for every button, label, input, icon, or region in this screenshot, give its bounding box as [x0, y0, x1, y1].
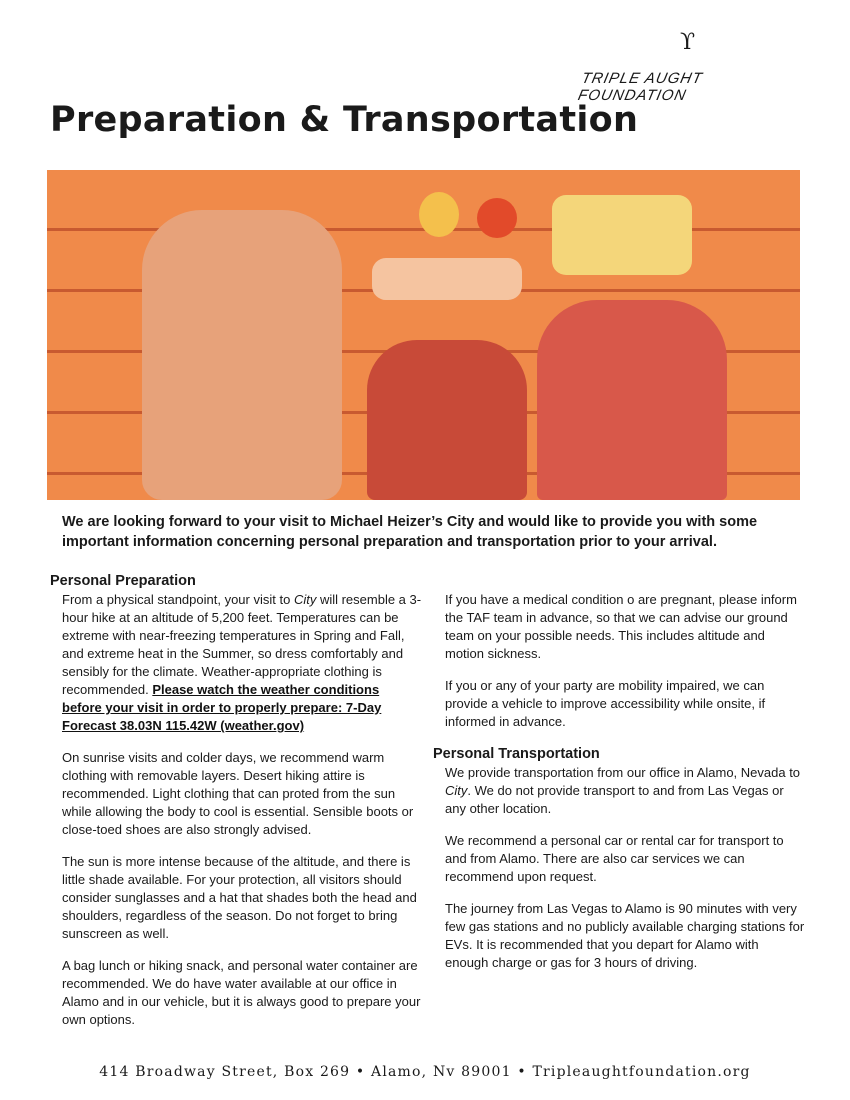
- personal-transportation-heading: Personal Transportation: [433, 746, 600, 762]
- weather-forecast-link[interactable]: Please watch the weather conditions before your visit in order to properly prepare: 7-Day Forecast 38.03N 115.42W (weather.gov): [62, 682, 382, 733]
- car-paragraph: We recommend a personal car or rental car for transport to and from Alamo. There are also car services we can recommend upon request.: [445, 833, 784, 884]
- right-column: [433, 591, 805, 986]
- jacket-image: [537, 300, 727, 500]
- text: From a physical standpoint, your visit to: [62, 592, 294, 607]
- page-title: Preparation & Transportation: [50, 100, 639, 140]
- city-title: City: [445, 783, 468, 798]
- fruit-image: [419, 192, 459, 237]
- backpack-image: [142, 210, 342, 500]
- mobility-paragraph: If you or any of your party are mobility impaired, we can provide a vehicle to improve accessibility while onsite, if informed in advance.: [445, 678, 766, 729]
- medical-paragraph: If you have a medical condition o are pregnant, please inform the TAF team in advance, so that we can advise our ground team on your possible needs. This includes altitude and motion sickness.: [445, 592, 797, 661]
- preparation-paragraph: [62, 591, 422, 735]
- lunch-paragraph: A bag lunch or hiking snack, and personal water container are recommended. We do have water available at our office in Alamo and in our vehicle, but it is always good to prepare your own options.: [62, 958, 421, 1027]
- clothing-paragraph: On sunrise visits and colder days, we recommend warm clothing with removable layers. Desert hiking attire is recommended. Light clothing that can proted from the sun while allowing the body to cool is essential. Sensible boots or close-toed shoes are also strongly advised.: [62, 750, 414, 837]
- text: . We do not provide transport to and from Las Vegas or any other location.: [445, 783, 784, 816]
- water-bottle-image: [372, 258, 522, 300]
- text: We provide transportation from our office in Alamo, Nevada to: [445, 765, 801, 780]
- triple-aught-foundation-logo: [576, 30, 805, 104]
- lunchbox-image: [552, 195, 692, 275]
- text: will resemble a 3-hour hike at an altitude of 5,200 feet. Temperatures can be extreme with near-freezing temperatures in Spring and Fall, and extreme heat in the Summer, so dress comfortably and sensibly for the climate. Weather-appropriate clothing is recommended.: [62, 592, 422, 697]
- left-column: [50, 572, 422, 1043]
- personal-preparation-heading: Personal Preparation: [50, 573, 196, 589]
- sun-paragraph: The sun is more intense because of the altitude, and there is little shade available. For your protection, all visitors should consider sunglasses and a hat that shades both the head and shoulders, regardless of the season. Do not forget to bring sunscreen as well.: [62, 854, 417, 941]
- journey-paragraph: The journey from Las Vegas to Alamo is 90 minutes with very few gas stations and no publicly available charging stations for EVs. It is recommended that you depart for Alamo with enough charge or gas for 3 hours of driving.: [445, 901, 805, 970]
- logo-wordmark: TRIPLE AUGHT FOUNDATION: [576, 70, 705, 104]
- apple-image: [477, 198, 517, 238]
- logo-mark-icon: ϒ: [680, 30, 696, 55]
- intro-text: We are looking forward to your visit to Michael Heizer’s City and would like to provide you with some important information concerning personal preparation and transportation prior to your arrival.: [62, 514, 758, 550]
- transport-paragraph: [445, 764, 805, 818]
- city-title: City: [293, 592, 317, 607]
- boots-image: [367, 340, 527, 500]
- hero-photo-hiking-gear: [47, 170, 800, 500]
- footer-address: 414 Broadway Street, Box 269 • Alamo, Nv 89001 • Tripleaughtfoundation.org: [99, 1064, 751, 1080]
